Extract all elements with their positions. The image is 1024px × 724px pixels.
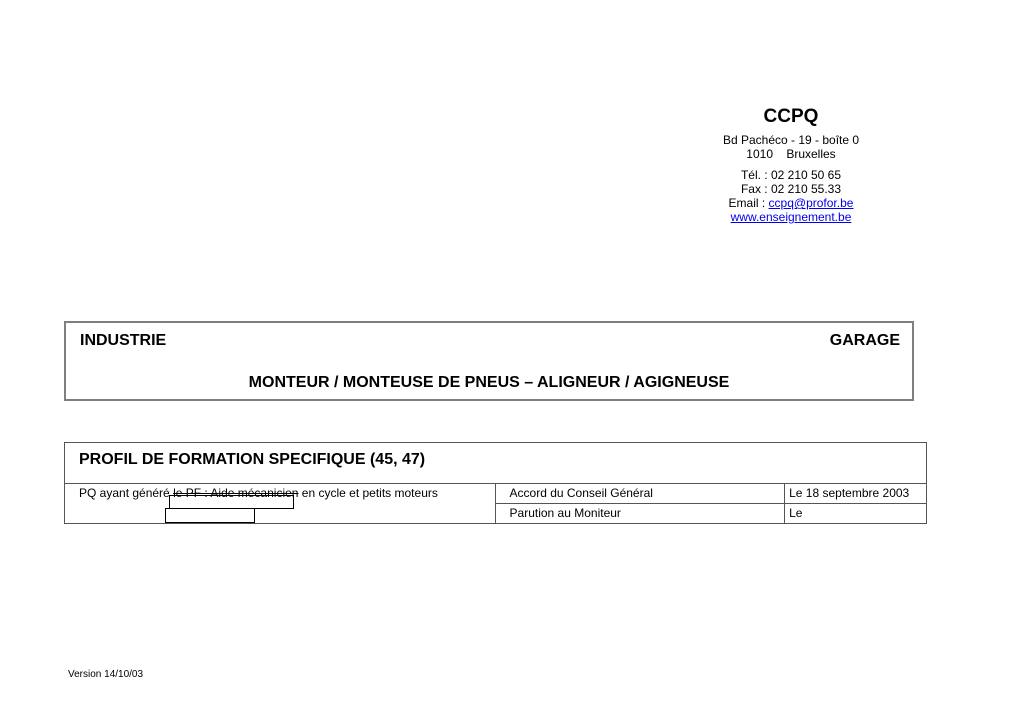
email-line <box>690 196 892 210</box>
website-line <box>690 210 892 224</box>
revision-box <box>169 495 294 509</box>
pq-cell <box>65 484 496 524</box>
email-label: Email : <box>728 196 769 210</box>
accord-label: Accord du Conseil Général <box>495 484 785 504</box>
job-title: MONTEUR / MONTEUSE DE PNEUS – ALIGNEUR / AGIGNEUSE <box>248 374 730 391</box>
email-link[interactable]: ccpq@profor.be <box>768 196 854 210</box>
org-name: CCPQ <box>763 106 819 127</box>
parution-label: Parution au Moniteur <box>495 504 785 524</box>
address-line-2: 1010 Bruxelles <box>746 147 836 161</box>
accord-date: Le 18 septembre 2003 <box>785 484 927 504</box>
pq-struck-text: le PF : Aide mécanicien <box>173 486 299 500</box>
fax-number: Fax : 02 210 55.33 <box>740 182 842 196</box>
pq-suffix: en cycle et petits moteurs <box>298 486 438 500</box>
revision-box <box>165 508 255 523</box>
sector-box <box>64 321 914 401</box>
phone-number: Tél. : 02 210 50 65 <box>740 168 842 182</box>
org-header <box>690 106 892 224</box>
sector-label: INDUSTRIE <box>80 332 167 349</box>
website-link[interactable]: www.enseignement.be <box>730 210 852 224</box>
subsector-label: GARAGE <box>829 332 900 349</box>
profile-table <box>64 442 927 524</box>
profile-title: PROFIL DE FORMATION SPECIFIQUE (45, 47) <box>65 443 927 484</box>
address-line-1: Bd Pachéco - 19 - boîte 0 <box>722 133 860 147</box>
parution-date: Le <box>785 504 927 524</box>
pq-prefix: PQ ayant généré <box>79 486 174 500</box>
version-label: Version 14/10/03 <box>68 669 144 680</box>
